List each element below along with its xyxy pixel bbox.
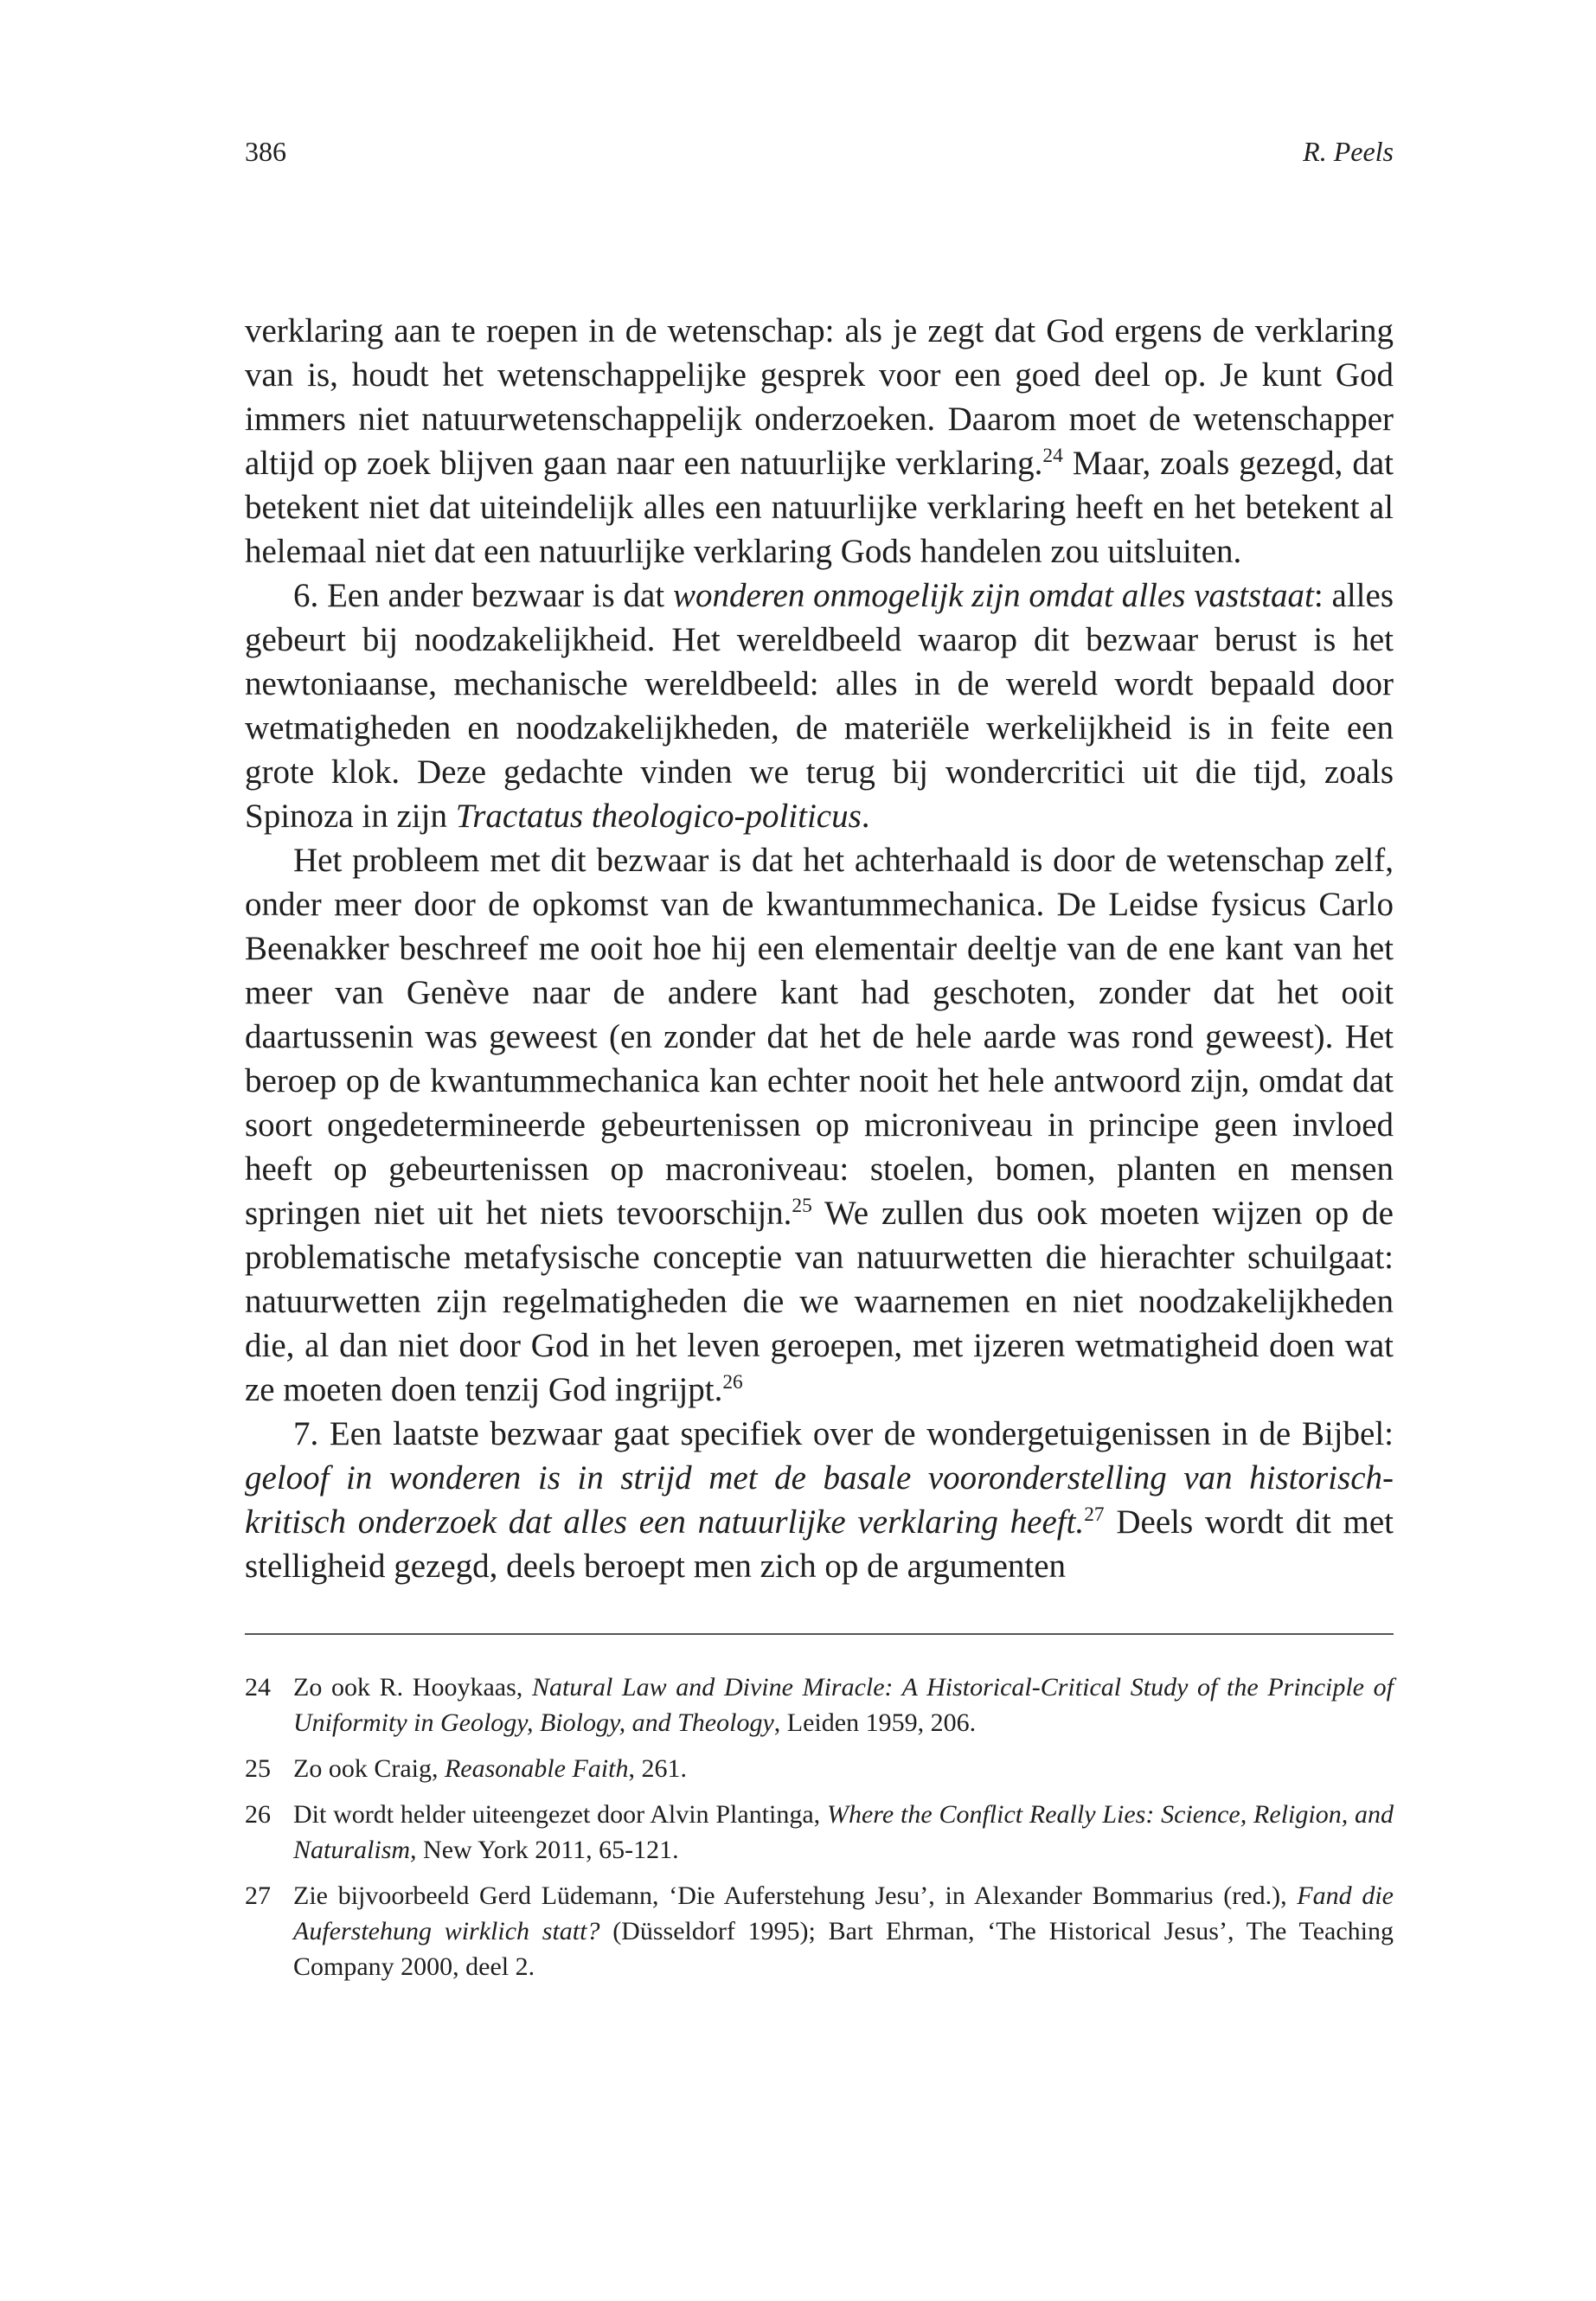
- footnote-27-text-a: Zie bijvoorbeeld Gerd Lüdemann, ‘Die Auferstehung Jesu’, in Alexander Bommarius (red.),: [293, 1881, 1298, 1910]
- footnote-number: 26: [245, 1800, 271, 1829]
- paragraph-4-text-b: Deels wordt dit met stelligheid gezegd, deels beroept men zich op de argumenten: [245, 1503, 1394, 1585]
- footnote-24-text-a: Zo ook R. Hooykaas,: [293, 1673, 532, 1702]
- paragraph-2-text-a: 6. Een ander bezwaar is dat: [293, 577, 673, 614]
- paragraph-1-text-b: Maar, zoals gezegd, dat betekent niet dat uiteindelijk alles een natuurlijke verklaring heeft en het betekent al helemaal niet dat een natuurlijke verklaring Gods handelen zou uitsluiten.: [245, 445, 1394, 570]
- footnote-text: [293, 1878, 1394, 1984]
- footnote-text: [293, 1797, 1394, 1868]
- footnote-24-title: Natural Law and Divine Miracle: A Historical-Critical Study of the Principle of Uniformity in Geology, Biology, and Theology: [293, 1673, 1394, 1737]
- paragraph-2-text-b: : alles gebeurt bij noodzakelijkheid. Het wereldbeeld waarop dit bezwaar berust is het newtoniaanse, mechanische wereldbeeld: alles in de wereld wordt bepaald door wetmatigheden en noodzakelijkheden, de materiële werkelijkheid is in feite een grote klok. Deze gedachte vinden we terug bij wondercritici uit die tijd, zoals Spinoza in zijn: [245, 577, 1394, 835]
- body-text: [245, 309, 1394, 1588]
- footnote-24-text-b: , Leiden 1959, 206.: [773, 1708, 977, 1737]
- paragraph-3-text-a: Het probleem met dit bezwaar is dat het achterhaald is door de wetenschap zelf, onder meer door de opkomst van de kwantummechanica. De Leidse fysicus Carlo Beenakker beschreef me ooit hoe hij een elementair deeltje van de ene kant van het meer van Genève naar de andere kant had geschoten, zonder dat het ooit daartussenin was geweest (en zonder dat het de hele aarde was rond geweest). Het beroep op de kwantummechanica kan echter nooit het hele antwoord zijn, omdat dat soort ongedetermineerde gebeurtenissen op microniveau in principe geen invloed heeft op gebeurtenissen op macroniveau: stoelen, bomen, planten en mensen springen niet uit het niets tevoorschijn.: [245, 842, 1394, 1232]
- running-head-author: R. Peels: [1303, 136, 1394, 167]
- footnote-text: [293, 1670, 1394, 1740]
- footnote-26-text-a: Dit wordt helder uiteengezet door Alvin Plantinga,: [293, 1800, 827, 1829]
- footnotes: [245, 1670, 1394, 1984]
- footnote-25: [245, 1751, 1394, 1786]
- paragraph-2: [245, 574, 1394, 838]
- page: [245, 134, 1394, 1995]
- paragraph-4-emphasis-1: geloof in wonderen is in strijd met de basale vooronderstelling van historisch-kritisch onderzoek dat alles een natuurlijke verklaring heeft.: [245, 1459, 1394, 1541]
- footnote-number: 25: [245, 1754, 271, 1783]
- footnote-26-text-b: New York 2011, 65-121.: [416, 1836, 679, 1864]
- paragraph-4-text-a: 7. Een laatste bezwaar gaat specifiek over de wondergetuigenissen in de Bijbel:: [293, 1415, 1394, 1452]
- footnote-27-title: Fand die Auferstehung wirklich statt?: [293, 1881, 1394, 1945]
- footnote-ref-27[interactable]: 27: [1084, 1503, 1105, 1526]
- paragraph-3: [245, 838, 1394, 1412]
- footnote-27-text-b: (Düsseldorf 1995); Bart Ehrman, ‘The Historical Jesus’, The Teaching Company 2000, deel 2.: [293, 1917, 1394, 1981]
- footnote-24: [245, 1670, 1394, 1740]
- paragraph-2-emphasis-2: Tractatus theologico-politicus: [455, 798, 862, 835]
- footnote-26-title: Where the Conflict Really Lies: Science, Religion, and Naturalism,: [293, 1800, 1394, 1864]
- footnote-26: [245, 1797, 1394, 1868]
- paragraph-2-emphasis-1: wonderen onmogelijk zijn omdat alles vaststaat: [672, 577, 1314, 614]
- footnote-25-title: Reasonable Faith: [444, 1754, 629, 1783]
- footnote-divider: [245, 1633, 1394, 1635]
- footnote-25-text-b: , 261.: [628, 1754, 687, 1783]
- footnote-text: [293, 1751, 1394, 1786]
- footnote-27: [245, 1878, 1394, 1984]
- page-number: 386: [245, 136, 286, 167]
- footnote-ref-26[interactable]: 26: [722, 1371, 743, 1394]
- footnote-ref-24[interactable]: 24: [1042, 445, 1063, 467]
- footnote-number: 24: [245, 1673, 271, 1702]
- footnote-number: 27: [245, 1881, 271, 1910]
- footnote-25-text-a: Zo ook Craig,: [293, 1754, 445, 1783]
- paragraph-2-text-c: .: [861, 798, 870, 835]
- paragraph-1-text-a: verklaring aan te roepen in de wetenschap: als je zegt dat God ergens de verklaring van is, houdt het wetenschappelijke gesprek voor een goed deel op. Je kunt God immers niet natuurwetenschappelijk onderzoeken. Daarom moet de wetenschapper altijd op zoek blijven gaan naar een natuurlijke verklaring.: [245, 312, 1394, 482]
- running-head: [245, 134, 1394, 169]
- paragraph-1: [245, 309, 1394, 574]
- paragraph-3-text-b: We zullen dus ook moeten wijzen op de problematische metafysische conceptie van natuurwetten die hierachter schuilgaat: natuurwetten zijn regelmatigheden die we waarnemen en niet noodzakelijkheden die, al dan niet door God in het leven geroepen, met ijzeren wetmatigheid doen wat ze moeten doen tenzij God ingrijpt.: [245, 1195, 1394, 1408]
- footnote-ref-25[interactable]: 25: [792, 1195, 812, 1217]
- paragraph-4: [245, 1412, 1394, 1588]
